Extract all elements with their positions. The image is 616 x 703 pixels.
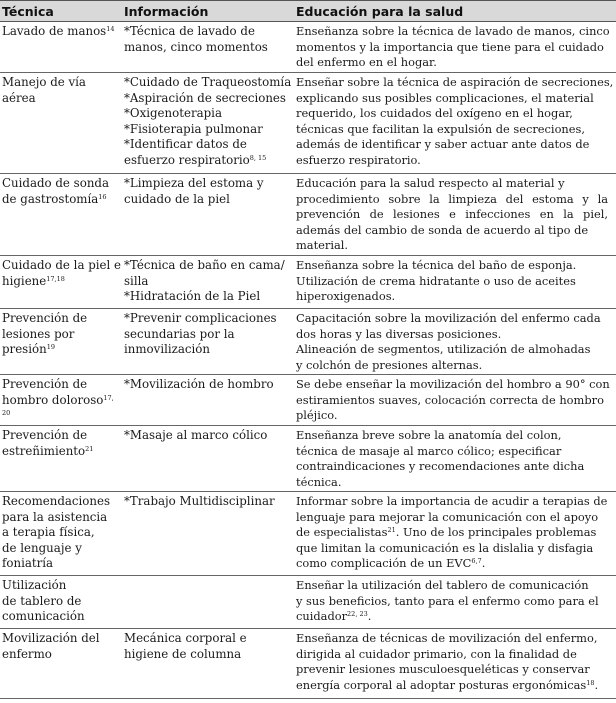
cell-educacion <box>296 75 614 169</box>
line-text: que limitan la comunicación es la dislalia y disfagia <box>296 540 594 555</box>
citation-superscript: 8, 15 <box>249 153 267 162</box>
cell-informacion <box>124 24 289 55</box>
line-text: Enseñanza sobre la técnica de lavado de manos, cinco <box>296 24 610 38</box>
text-line <box>2 311 120 327</box>
text-line <box>2 594 120 610</box>
text-line <box>296 475 608 491</box>
line-text: esfuerzo respiratorio <box>124 152 250 167</box>
text-line <box>296 358 608 374</box>
text-line <box>2 342 120 358</box>
text-line <box>2 327 120 343</box>
line-text: Informar sobre la importancia de acudir a terapias de <box>296 494 608 508</box>
line-text: además de identificar y saber actuar ante datos de <box>296 137 590 152</box>
line-text: Educación para la salud respecto al material y <box>296 176 565 190</box>
cell-educacion <box>296 258 608 305</box>
text-line <box>124 75 292 91</box>
line-tail: . Uno de los principales problemas <box>395 525 597 540</box>
citation-superscript: 17, <box>103 393 114 402</box>
text-line <box>296 106 608 122</box>
text-line <box>2 541 120 557</box>
line-text: momentos y la importancia que tiene para el cuidado <box>296 39 604 54</box>
line-text: y colchón de presiones alternas. <box>296 357 483 372</box>
line-text: Lavado de manos <box>2 24 107 38</box>
text-line <box>296 594 608 610</box>
text-line <box>296 274 608 290</box>
line-tail: . <box>481 556 486 571</box>
line-text: esfuerzo respiratorio. <box>296 152 421 167</box>
text-line <box>124 192 289 208</box>
line-text: prevención de lesiones e infecciones en la piel, <box>296 207 608 222</box>
line-text: silla <box>124 273 149 288</box>
citation-superscript: 21 <box>85 444 94 453</box>
line-text: de gastrostomía <box>2 191 99 206</box>
text-line <box>2 647 120 663</box>
line-text: comunicación <box>2 609 85 624</box>
line-text: de lenguaje y <box>2 540 82 555</box>
line-text: requerido, los cuidados del oxígeno en el hogar, <box>296 106 573 121</box>
cell-tecnica <box>2 377 120 424</box>
line-text: Utilización <box>2 578 67 592</box>
line-text: *Oxigenoterapia <box>124 106 222 121</box>
text-line <box>296 510 608 526</box>
text-line <box>296 444 608 460</box>
text-line <box>296 40 608 56</box>
text-line <box>2 494 120 510</box>
cell-educacion <box>296 428 608 490</box>
text-line <box>296 408 608 424</box>
text-line <box>296 207 608 223</box>
cell-tecnica <box>2 24 120 40</box>
line-tail: . <box>594 677 599 692</box>
text-line <box>2 408 120 424</box>
text-line <box>296 311 608 327</box>
text-line <box>296 393 608 409</box>
line-text: Alineación de segmentos, utilización de almohadas <box>296 342 591 357</box>
line-text: *Limpieza del estoma y <box>124 176 264 190</box>
text-line <box>296 327 608 343</box>
line-text: a terapia física, <box>2 525 95 540</box>
line-text: Cuidado de la piel e <box>2 258 122 272</box>
text-line <box>124 631 289 647</box>
line-text: energía corporal al adoptar posturas ergonómicas <box>296 677 587 692</box>
cell-tecnica <box>2 176 120 207</box>
line-text: presión <box>2 342 47 357</box>
text-line <box>296 556 608 572</box>
text-line <box>2 510 120 526</box>
line-text: enfermo <box>2 646 52 661</box>
line-text: estreñimiento <box>2 443 86 458</box>
text-line <box>124 289 289 305</box>
line-text: de tablero de <box>2 593 82 608</box>
text-line <box>124 176 289 192</box>
table-row <box>0 309 616 375</box>
table-row <box>0 629 616 699</box>
line-text: Enseñar sobre la técnica de aspiración de secreciones, <box>296 75 614 89</box>
text-line <box>2 24 120 40</box>
line-text: como complicación de un EVC <box>296 556 472 571</box>
table-row <box>0 256 616 309</box>
cell-tecnica <box>2 578 120 625</box>
text-line <box>296 223 608 239</box>
line-text: foniatría <box>2 556 54 571</box>
line-text: Se debe enseñar la movilización del hombro a 90° con <box>296 377 610 391</box>
citation-superscript: 20 <box>2 409 11 418</box>
cell-informacion <box>124 75 292 169</box>
text-line <box>124 153 289 169</box>
header-educacion: Educación para la salud <box>296 4 464 19</box>
text-line <box>2 578 120 594</box>
text-line <box>124 342 289 358</box>
cell-tecnica <box>2 494 120 572</box>
text-line <box>296 647 608 663</box>
cell-informacion <box>124 494 289 510</box>
line-text: cuidador <box>296 609 348 624</box>
text-line <box>2 377 120 393</box>
line-text: técnica de masaje al marco cólico; especificar <box>296 443 562 458</box>
line-text: hombro doloroso <box>2 392 104 407</box>
line-text: estiramientos suaves, colocación correcta de hombro <box>296 392 604 407</box>
text-line <box>296 258 608 274</box>
line-text: del enfermo en el hogar. <box>296 55 437 70</box>
line-text: higiene <box>2 273 47 288</box>
text-line <box>2 556 120 572</box>
citation-superscript: 22, 23 <box>347 610 368 619</box>
text-line <box>124 122 289 138</box>
line-text: *Técnica de lavado de <box>124 24 255 38</box>
text-line <box>296 55 608 71</box>
cell-tecnica <box>2 75 120 106</box>
text-line <box>296 631 608 647</box>
line-text: hiperoxigenados. <box>296 289 396 304</box>
text-line <box>296 24 608 40</box>
text-line <box>296 342 608 358</box>
line-text: higiene de columna <box>124 646 242 661</box>
line-text: *Aspiración de secreciones <box>124 90 286 105</box>
line-tail: . <box>367 609 372 624</box>
line-text: Utilización de crema hidratante o uso de aceites <box>296 273 576 288</box>
text-line <box>296 176 608 192</box>
line-text: *Técnica de baño en cama/ <box>124 258 285 272</box>
cell-educacion <box>296 176 608 254</box>
text-line <box>124 91 289 107</box>
line-text: manos, cinco momentos <box>124 39 268 54</box>
table-row <box>0 174 616 256</box>
line-text: Prevención de <box>2 311 88 325</box>
table-header <box>0 0 616 22</box>
text-line <box>296 238 608 254</box>
text-line <box>2 444 120 460</box>
text-line <box>124 40 289 56</box>
text-line <box>124 647 289 663</box>
text-line <box>296 289 608 305</box>
line-text: Enseñar la utilización del tablero de comunicación <box>296 578 589 592</box>
line-text: *Masaje al marco cólico <box>124 428 268 442</box>
text-line <box>2 609 120 625</box>
line-text: Capacitación sobre la movilización del enfermo cada <box>296 311 601 325</box>
cell-informacion <box>124 631 289 662</box>
line-text: *Cuidado de Traqueostomía <box>124 75 292 89</box>
cell-educacion <box>296 631 608 693</box>
line-text: *Hidratación de la Piel <box>124 289 261 304</box>
cell-educacion <box>296 494 608 572</box>
line-text: material. <box>296 238 349 253</box>
line-text: Prevención de <box>2 377 88 391</box>
line-text: Cuidado de sonda <box>2 176 110 190</box>
text-line <box>124 311 289 327</box>
line-text: Enseñanza breve sobre la anatomía del colon, <box>296 428 562 442</box>
line-text: procedimiento sobre la limpieza del estoma y la <box>296 191 608 206</box>
text-line <box>296 459 608 475</box>
text-line <box>124 327 289 343</box>
line-text: *Identificar datos de <box>124 137 247 152</box>
line-text: Manejo de vía <box>2 75 86 89</box>
table-row <box>0 375 616 426</box>
cell-tecnica <box>2 631 120 662</box>
line-text: pléjico. <box>296 408 338 423</box>
text-line <box>296 377 608 393</box>
cell-educacion <box>296 311 608 373</box>
line-text: Movilización del <box>2 631 100 645</box>
citation-superscript: 17,18 <box>46 274 65 283</box>
line-text: secundarias por la <box>124 326 235 341</box>
text-line <box>2 274 120 290</box>
header-informacion: Información <box>124 4 209 19</box>
text-line <box>124 106 289 122</box>
line-text: aérea <box>2 90 36 105</box>
line-text: y sus beneficios, tanto para el enfermo como para el <box>296 593 599 608</box>
text-line <box>124 258 289 274</box>
line-text: contraindicaciones y recomendaciones ante dicha <box>296 459 585 474</box>
cell-informacion <box>124 311 289 358</box>
text-line <box>2 631 120 647</box>
text-line <box>124 377 289 393</box>
text-line <box>2 75 120 91</box>
text-line <box>296 494 608 510</box>
text-line <box>124 428 289 444</box>
text-line <box>296 91 608 107</box>
line-text: dirigida al cuidador primario, con la finalidad de <box>296 646 577 661</box>
text-line <box>296 541 608 557</box>
cell-informacion <box>124 176 289 207</box>
text-line <box>2 192 120 208</box>
cell-tecnica <box>2 258 120 289</box>
cell-tecnica <box>2 311 120 358</box>
text-line <box>296 137 608 153</box>
text-line <box>296 609 608 625</box>
citation-superscript: 18 <box>586 678 595 687</box>
line-text: prevenir lesiones musculoesqueléticas y conservar <box>296 662 590 677</box>
line-text: técnica. <box>296 474 342 489</box>
line-text: *Movilización de hombro <box>124 377 274 391</box>
text-line <box>296 428 608 444</box>
line-text: *Trabajo Multidisciplinar <box>124 494 275 508</box>
citation-superscript: 19 <box>46 343 55 352</box>
cell-informacion <box>124 377 289 393</box>
line-text: Recomendaciones <box>2 494 111 508</box>
line-text: técnicas que facilitan la expulsión de secreciones, <box>296 121 585 136</box>
line-text: dos horas y las diversas posiciones. <box>296 326 502 341</box>
line-text: Prevención de <box>2 428 88 442</box>
table-row <box>0 576 616 629</box>
table-row <box>0 73 616 174</box>
text-line <box>2 525 120 541</box>
text-line <box>296 192 608 208</box>
header-tecnica: Técnica <box>2 4 54 19</box>
text-line <box>2 428 120 444</box>
table-row <box>0 492 616 576</box>
table-row <box>0 426 616 492</box>
cell-tecnica <box>2 428 120 459</box>
text-line <box>124 24 289 40</box>
line-text: lesiones por <box>2 326 75 341</box>
text-line <box>296 678 608 694</box>
cell-informacion <box>124 428 289 444</box>
citation-superscript: 14 <box>106 25 115 33</box>
text-line <box>296 662 608 678</box>
line-text: para la asistencia <box>2 509 108 524</box>
cell-educacion <box>296 377 608 424</box>
text-line <box>2 258 120 274</box>
text-line <box>296 122 608 138</box>
text-line <box>296 153 608 169</box>
line-text: de especialistas <box>296 525 388 540</box>
text-line <box>296 578 608 594</box>
table-row <box>0 22 616 73</box>
text-line <box>124 274 289 290</box>
text-line <box>296 75 614 91</box>
text-line <box>124 137 289 153</box>
line-text: explicando sus posibles complicaciones, el material <box>296 90 594 105</box>
citation-superscript: 6,7 <box>471 557 482 566</box>
text-line <box>124 494 289 510</box>
cell-educacion <box>296 578 608 625</box>
line-text: *Prevenir complicaciones <box>124 311 277 325</box>
citation-superscript: 16 <box>98 192 107 201</box>
line-text: *Fisioterapia pulmonar <box>124 121 263 136</box>
cell-educacion <box>296 24 608 71</box>
line-text: Enseñanza sobre la técnica del baño de esponja. <box>296 258 577 272</box>
citation-superscript: 21 <box>387 526 396 535</box>
line-text: Enseñanza de técnicas de movilización del enfermo, <box>296 631 598 645</box>
line-text: lenguaje para mejorar la comunicación con el apoyo <box>296 509 599 524</box>
text-line <box>2 91 120 107</box>
line-text: además del cambio de sonda de acuerdo al tipo de <box>296 222 589 237</box>
line-text: Mecánica corporal e <box>124 631 247 645</box>
cell-informacion <box>124 258 289 305</box>
line-text: inmovilización <box>124 342 210 357</box>
text-line <box>2 176 120 192</box>
text-line <box>2 393 120 409</box>
text-line <box>296 525 608 541</box>
line-text: cuidado de la piel <box>124 191 230 206</box>
